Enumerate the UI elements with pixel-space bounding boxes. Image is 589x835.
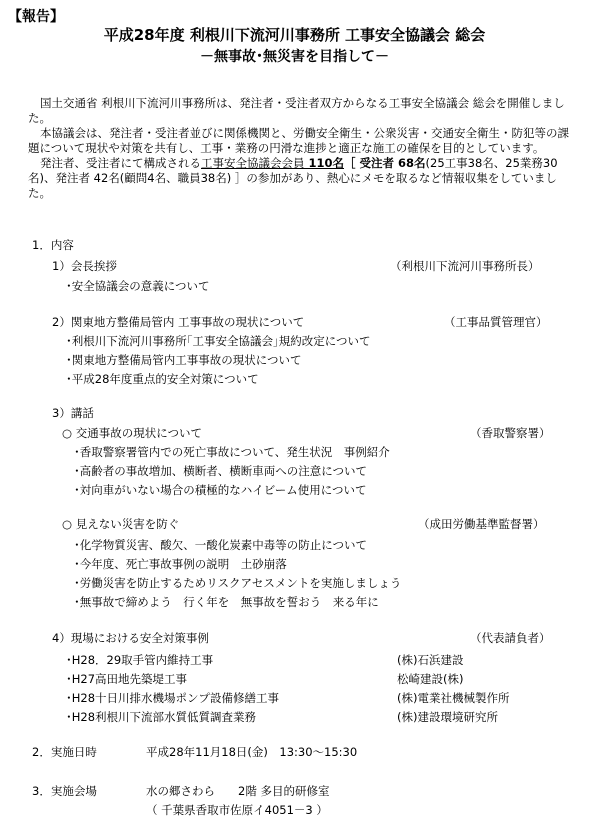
case-row: ･H28利根川下流部水質低質調査業務 (株)建設環境研究所: [66, 710, 498, 724]
page-subtitle: －無事故･無災害を目指して－: [200, 49, 389, 65]
event-venue: 水の郷さわら 2階 多目的研修室: [146, 784, 330, 798]
list-item: ･高齢者の事故増加、横断者、横断車両への注意について: [74, 464, 368, 478]
intro-p3-rest: (25工事38名、25業務30名)、発注者 42名(顧問4名、職員38名) ］の参加があり、熱心にメモを取るなど情報収集をしていました。: [28, 156, 558, 200]
page-title: 平成28年度 利根川下流河川事務所 工事安全協議会 総会: [103, 26, 486, 44]
section-1-4-speaker: （代表請負者）: [470, 631, 551, 645]
section-2: 2．実施日時 平成28年11月18日(金) 13:30～15:30: [32, 745, 358, 759]
list-item: ･関東地方整備局管内工事事故の現状について: [66, 353, 302, 367]
case-row: ･H28十日川排水機場ポンプ設備修繕工事 (株)電業社機械製作所: [66, 691, 510, 705]
report-tag: 【報告】: [8, 9, 64, 25]
section-1-2: 2）関東地方整備局管内 工事事故の現状について （工事品質管理官）: [52, 315, 548, 329]
case-row: ･H28．29取手管内維持工事 (株)石浜建設: [66, 653, 464, 667]
list-item: ･今年度、死亡事故事例の説明 土砂崩落: [74, 557, 287, 571]
list-item: ･平成28年度重点的安全対策について: [66, 372, 259, 386]
list-item: ･化学物質災害、酸欠、一酸化炭素中毒等の防止について: [74, 538, 368, 552]
list-item: ･無事故で締めよう 行く年を 無事故を誓おう 来る年に: [74, 595, 379, 609]
section-1-1-speaker: （利根川下流河川事務所長）: [390, 259, 540, 273]
intro-p3-a: 発注者、受注者にて構成される: [40, 156, 201, 170]
list-item: ･労働災害を防止するためリスクアセスメントを実施しましょう: [74, 576, 402, 590]
list-item: ･利根川下流河川事務所｢工事安全協議会｣規約改定について: [66, 334, 371, 348]
lecture-a: ○ 交通事故の現状について （香取警察署）: [62, 426, 551, 440]
section-1-4: 4）現場における安全対策事例 （代表請負者）: [52, 631, 551, 645]
venue-address: （ 千葉県香取市佐原イ4051－3 ）: [146, 803, 328, 817]
section-1-1: 1）会長挨拶 （利根川下流河川事務所長）: [52, 259, 540, 273]
intro-text: [28, 96, 578, 201]
intro-paragraph-1: 国土交通省 利根川下流河川事務所は、発注者・受注者双方からなる工事安全協議会 総会を開催しました。: [28, 96, 565, 125]
event-datetime: 平成28年11月18日(金) 13:30～15:30: [146, 745, 358, 759]
section-3: 3．実施会場 水の郷さわら 2階 多目的研修室: [32, 784, 330, 798]
lecture-b: ○ 見えない災害を防ぐ （成田労働基準監督署）: [62, 517, 545, 531]
intro-paragraph-2: 本協議会は、発注者・受注者並びに関係機関と、労働安全衛生・公衆災害・交通安全衛生・防犯等の課題について現状や対策を共有し、工事・業務の円滑な進捗と適正な施工の確保を目的としています。: [28, 126, 569, 155]
intro-paragraph-3: [28, 156, 578, 201]
section-1: 1．内容: [32, 238, 74, 252]
list-item: ･対向車がいない場合の積極的なハイビーム使用について: [74, 483, 367, 497]
case-row: ･H27高田地先築堤工事 松崎建設(株): [66, 672, 464, 686]
lecture-b-speaker: （成田労働基準監督署）: [418, 517, 545, 531]
section-1-3: 3）講話: [52, 406, 94, 420]
intro-p3-members: 工事安全協議会会員 110名: [201, 156, 345, 170]
list-item: ･香取警察署管内での死亡事故について、発生状況 事例紹介: [74, 445, 390, 459]
intro-p3-contractors: ［ 受注者 68名: [344, 156, 426, 170]
list-item: ･安全協議会の意義について: [66, 279, 210, 293]
section-1-2-speaker: （工事品質管理官）: [444, 315, 548, 329]
lecture-a-speaker: （香取警察署）: [470, 426, 551, 440]
